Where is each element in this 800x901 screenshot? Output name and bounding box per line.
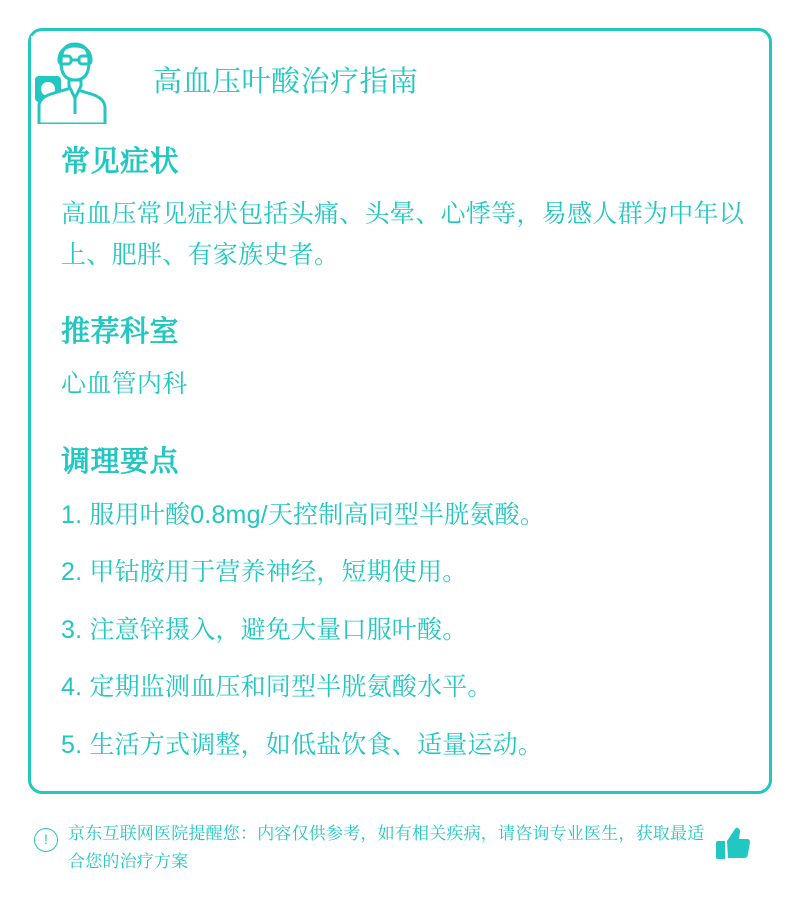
footer-disclaimer	[28, 812, 772, 882]
guide-card	[28, 28, 772, 794]
disclaimer-text: 京东互联网医院提醒您：内容仅供参考，如有相关疾病，请咨询专业医生，获取最适合您的治疗方案	[68, 824, 705, 872]
tips-list	[61, 498, 745, 764]
list-item: 1. 服用叶酸0.8mg/天控制高同型半胱氨酸。	[61, 500, 546, 529]
doctor-avatar-icon	[31, 36, 119, 124]
list-item: 4. 定期监测血压和同型半胱氨酸水平。	[61, 673, 493, 701]
info-icon: !	[34, 828, 58, 852]
section-heading-tips: 调理要点	[61, 445, 180, 478]
section-heading-department: 推荐科室	[61, 316, 180, 348]
list-item: 5. 生活方式调整，如低盐饮食、适量运动。	[61, 730, 543, 759]
card-content	[61, 139, 745, 785]
thumbs-up-icon[interactable]	[714, 824, 754, 864]
page-title: 高血压叶酸治疗指南	[153, 66, 419, 98]
section-heading-symptoms: 常见症状	[61, 146, 180, 178]
list-item: 2. 甲钴胺用于营养神经，短期使用。	[61, 558, 468, 586]
section-body-symptoms: 高血压常见症状包括头痛、头晕、心悸等，易感人群为中年以上、肥胖、有家族史者。	[61, 200, 745, 269]
list-item: 3. 注意锌摄入，避免大量口服叶酸。	[61, 615, 468, 644]
section-body-department: 心血管内科	[61, 370, 188, 398]
